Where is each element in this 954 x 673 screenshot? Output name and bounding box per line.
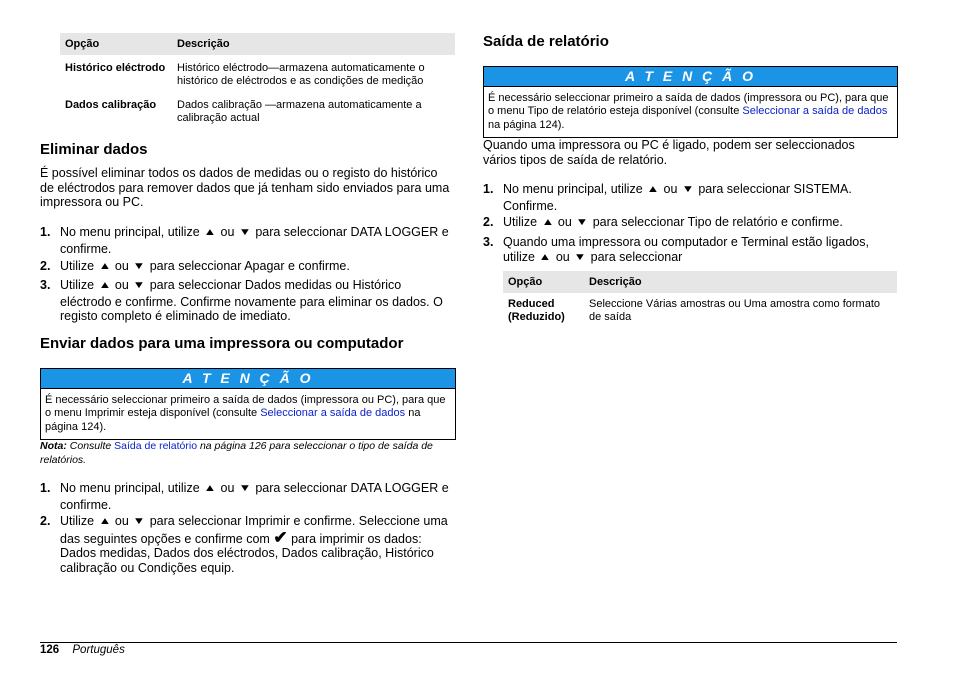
table-cell-description: Seleccione Várias amostras ou Uma amostra como formato de saída [589,298,881,323]
step-text: para seleccionar SISTEMA. Confirme. [503,182,852,213]
up-arrow-icon: ▲ [98,261,111,272]
table-cell-option: Reduced (Reduzido) [508,298,565,323]
up-arrow-icon: ▲ [538,251,552,263]
step-text: ou [114,259,129,273]
attention-link[interactable]: Seleccionar a saída de dados [742,105,888,118]
section-title-saida: Saída de relatório [483,33,609,50]
step-text: Utilize [503,215,538,229]
down-arrow-icon: ▼ [238,483,252,494]
section-title-eliminar: Eliminar dados [40,141,148,158]
step-text: No menu principal, utilize [60,225,200,239]
up-arrow-icon: ▲ [98,280,111,291]
attention-title: A T E N Ç Ã O [484,67,897,87]
step-text: para seleccionar Tipo de relatório e confirme. [592,215,843,229]
step-number: 3. [40,278,51,292]
step-text: para seleccionar Imprimir e confirme. Seleccione uma das seguintes opções e confirme com [60,514,448,546]
footer-rule [40,642,897,643]
saida-intro: Quando uma impressora ou PC é ligado, podem ser seleccionados vários tipos de saída de relatório. [483,138,855,167]
table-header-cell: Opção [60,33,172,55]
down-arrow-icon: ▼ [575,217,589,228]
checkmark-icon: ✔ [273,527,288,547]
footer-language: Português [72,644,125,656]
note-link[interactable]: Saída de relatório [114,440,198,452]
step-text: ou [663,182,678,196]
step-number: 1. [40,225,51,239]
step-text: Utilize [60,259,95,273]
table-header-cell: Descrição [172,33,455,55]
step-number: 1. [483,182,494,196]
step-text: ou [114,278,129,292]
table-header-row [60,33,455,55]
attention-box [40,368,456,440]
attention-text: É necessário seleccionar primeiro a saída de dados (impressora ou PC), para que o menu Tipo de relatório esteja disponível (consulte [488,92,889,118]
table-header-cell: Opção [503,271,584,293]
table-header-cell: Descrição [584,271,897,293]
step-number: 2. [40,514,51,528]
table-row [60,98,455,125]
attention-link[interactable]: Seleccionar a saída de dados [260,407,406,420]
down-arrow-icon: ▼ [681,184,695,195]
report-options-table [503,271,897,324]
down-arrow-icon: ▼ [238,227,252,238]
step-number: 3. [483,235,494,249]
up-arrow-icon: ▲ [203,483,217,494]
table-header-row [503,271,897,293]
table-cell-description: Dados calibração —armazena automaticamente a calibração actual [177,99,422,124]
attention-box-right [483,66,898,138]
step-text: para seleccionar DATA LOGGER e confirme. [60,481,449,512]
eliminar-intro: É possível eliminar todos os dados de medidas ou o registo do histórico de eléctrodos para remover dados que já tenham sido enviados para uma impressora ou PC. [40,166,450,209]
step-number: 1. [40,481,51,495]
options-table [60,33,455,125]
step-number: 2. [40,259,51,273]
step-text: para imprimir os dados: Dados medidas, Dados dos eléctrodos, Dados calibração, Histórico calibração ou Condições equip. [60,531,434,575]
table-cell-option: Histórico eléctrodo [65,62,166,74]
table-cell-description: Histórico eléctrodo—armazena automaticamente o histórico de eléctrodos e as condições de medição [177,62,425,87]
step-text: Quando uma impressora ou computador e Terminal estão ligados, utilize [503,235,869,264]
step-text: Utilize [60,278,95,292]
up-arrow-icon: ▲ [541,217,554,228]
attention-body [41,389,455,439]
step-text: para seleccionar DATA LOGGER e confirme. [60,225,449,256]
step-text: para seleccionar Dados medidas ou Histórico eléctrodo e confirme. Confirme novamente para eliminar os dados. O registo completo é eliminado de imediato. [60,278,443,323]
table-cell-option: Dados calibração [65,99,157,111]
down-arrow-icon: ▼ [132,516,146,527]
note [40,439,456,467]
step-text: ou [220,225,235,239]
step-text: ou [220,481,235,495]
step-text: ou [555,249,570,264]
table-row [60,55,455,98]
attention-text: É necessário seleccionar primeiro a saída de dados (impressora ou PC), para que o menu Imprimir esteja disponível (consulte [45,394,446,420]
step-text: No menu principal, utilize [503,182,643,196]
up-arrow-icon: ▲ [646,184,660,195]
section-title-enviar: Enviar dados para uma impressora ou computador [40,335,404,352]
attention-tail: na página 124). [45,407,421,433]
step-text: Utilize [60,514,95,528]
step-text: ou [114,514,129,528]
note-text: na página 126 para seleccionar o tipo de saída de relatórios. [40,440,433,466]
step-text: No menu principal, utilize [60,481,200,495]
step-number: 2. [483,215,494,229]
down-arrow-icon: ▼ [132,280,146,291]
attention-body [484,87,897,137]
footer [40,643,125,657]
step-text: para seleccionar Apagar e confirme. [149,259,350,273]
step-text: ou [557,215,572,229]
table-row [503,293,897,324]
down-arrow-icon: ▼ [573,251,587,263]
page-number: 126 [40,644,60,656]
attention-tail: na página 124). [488,118,565,131]
up-arrow-icon: ▲ [98,516,111,527]
down-arrow-icon: ▼ [132,261,146,272]
attention-title: A T E N Ç Ã O [41,369,455,389]
note-text: Consulte [69,440,112,452]
up-arrow-icon: ▲ [203,227,217,238]
note-label: Nota: [40,440,67,452]
step-text: para seleccionar [590,249,683,264]
